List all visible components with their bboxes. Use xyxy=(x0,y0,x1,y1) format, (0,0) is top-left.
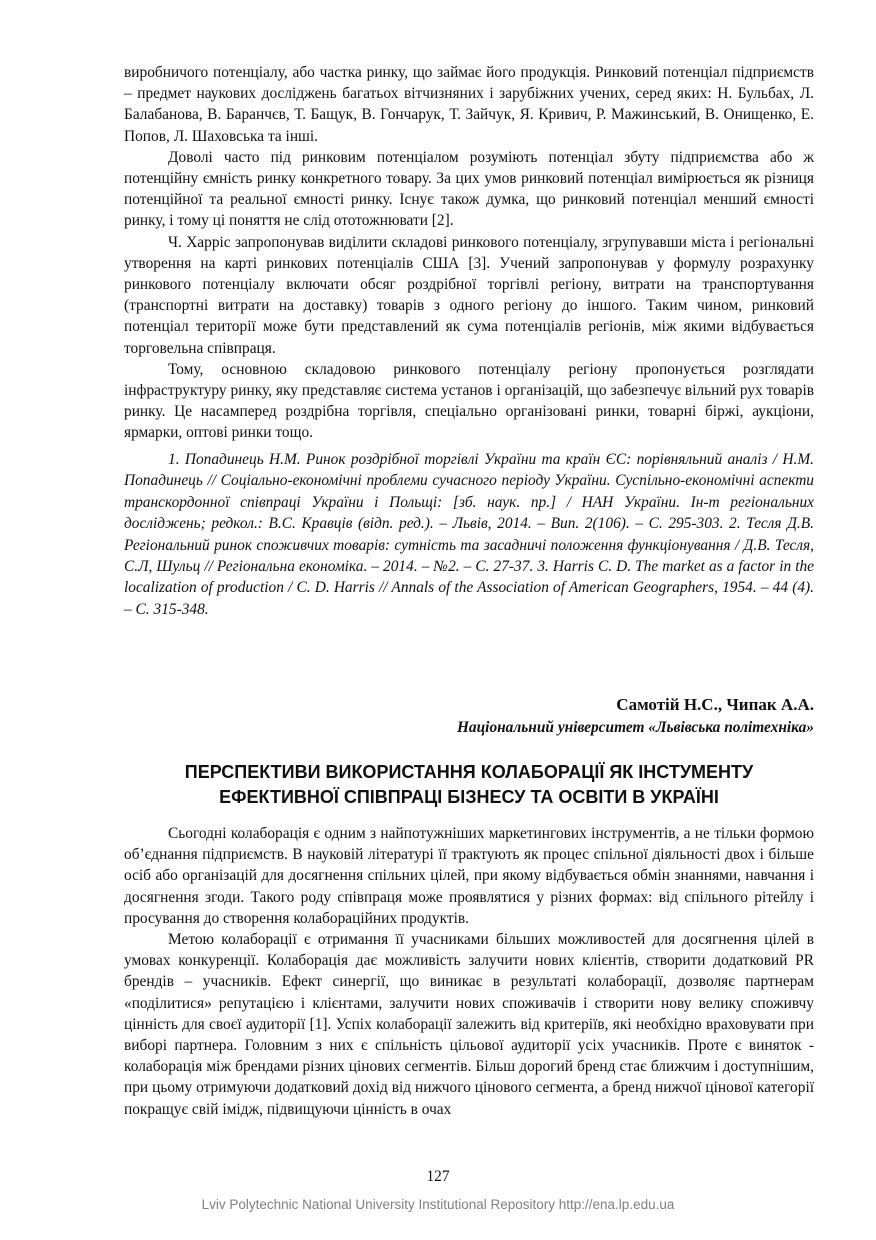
repository-footer: Lviv Polytechnic National University Institutional Repository http://ena.lp.edu.ua xyxy=(201,1197,675,1212)
paragraph: Метою колаборації є отримання її учасниками більших можливостей для досягнення цілей в умовах конкуренції. Колаборація дає можливість залучити нових клієнтів, створити додатковий PR брендів – учасників. Ефект синергії, що виникає в результаті колаборації, дозволяє партнерам «поділитися» репутацією і клієнтами, залучити нових споживачів і створити нову велику споживчу цінність для своєї аудиторії [1]. Успіх колаборації залежить від критеріїв, які необхідно враховувати при виборі партнера. Головним з них є спільність цільової аудиторії усіх учасників. Проте є виняток - колаборація між брендами різних цінових сегментів. Більш дорогий бренд стає ближчим і доступнішим, при цьому отримуючи додатковий дохід від нижчого цінового сегмента, а бренд нижчої цінової категорії покращує свій імідж, підвищуючи цінність в очах xyxy=(124,931,814,1118)
continued-text-section xyxy=(124,62,814,444)
references-text: 1. Попадинець Н.М. Ринок роздрібної торгівлі України та країн ЄС: порівняльний аналіз / Н.М. Попадинець // Соціально-економічні проблеми сучасного періоду України. Суспільно-економічні аспекти транскордонної співпраці України і Польщі: [зб. наук. пр.] / НАН України. Ін-т регіональних досліджень; редкол.: В.С. Кравців (відп. ред.). – Львів, 2014. – Вип. 2(106). – С. 295-303. 2. Тесля Д.В. Регіональний ринок споживчих товарів: сутність та засадничі положення функціонування / Д.В. Тесля, С.Л, Шульц // Регіональна економіка. – 2014. – №2. – С. 27-37. 3. Harris C. D. The market as a factor in the localization of production / C. D. Harris // Annals of the Association of American Geographers, 1954. – 44 (4). – С. 315-348. xyxy=(124,451,814,618)
article-body xyxy=(124,823,814,1120)
article-authors: Самотій Н.С., Чипак А.А. xyxy=(616,695,814,714)
article-byline xyxy=(124,693,814,739)
article-affiliation: Національний університет «Львівська політехніка» xyxy=(456,719,814,736)
reference-list xyxy=(124,449,814,620)
paragraph: Ч. Харріс запропонував виділити складові ринкового потенціалу, згрупувавши міста і регіональні утворення на карті ринкових потенціалів США [3]. Учений запропонував у формулу розрахунку ринкового потенціалу включати обсяг роздрібної торгівлі регіону, витрати на транспортування (транспортні витрати на доставку) товарів з одного регіону до іншого. Таким чином, ринковий потенціал території може бути представлений як сума потенціалів регіонів, між якими відбувається торговельна співпраця. xyxy=(124,233,814,357)
article-title: ПЕРСПЕКТИВИ ВИКОРИСТАННЯ КОЛАБОРАЦІЇ ЯК ІНСТУМЕНТУ ЕФЕКТИВНОЇ СПІВПРАЦІ БІЗНЕСУ ТА ОСВІТИ В УКРАЇНІ xyxy=(184,762,754,807)
paragraph: Тому, основною складовою ринкового потенціалу регіону пропонується розглядати інфраструктуру ринку, яку представляє система установ і організацій, що забезпечує вільний рух товарів ринку. Це насамперед роздрібна торгівля, спеціально організовані ринки, товарні біржі, аукціони, ярмарки, оптові ринки тощо. xyxy=(124,360,814,442)
paragraph: Сьогодні колаборація є одним з найпотужніших маркетингових інструментів, а не тільки формою об’єднання підприємств. В науковій літературі її трактують як процес спільної діяльності двох і більше осіб або організацій для досягнення спільних цілей, при якому відбувається обмін знаннями, навчання і досягнення згоди. Такого роду співпраця може проявлятися у різних формах: від спільного рітейлу і просування до створення колабораційних продуктів. xyxy=(124,825,814,927)
paragraph: виробничого потенціалу, або частка ринку, що займає його продукція. Ринковий потенціал підприємств – предмет наукових досліджень багатьох вітчизняних і зарубіжних учених, серед яких: Н. Бульбах, Л. Балабанова, В. Баранчєв, Т. Бащук, В. Гончарук, Т. Зайчук, Я. Кривич, Р. Мажинський, В. Онищенко, Е. Попов, Л. Шаховська та інші. xyxy=(124,64,814,145)
paragraph: Доволі часто під ринковим потенціалом розуміють потенціал збуту підприємства або ж потенційну ємність ринку конкретного товару. За цих умов ринковий потенціал вимірюється як різниця потенційної та реальної ємності ринку. Існує також думка, що ринковий потенціал менший ємності ринку, і тому ці поняття не слід ототожнювати [2]. xyxy=(124,148,814,230)
page-number: 127 xyxy=(426,1168,450,1185)
